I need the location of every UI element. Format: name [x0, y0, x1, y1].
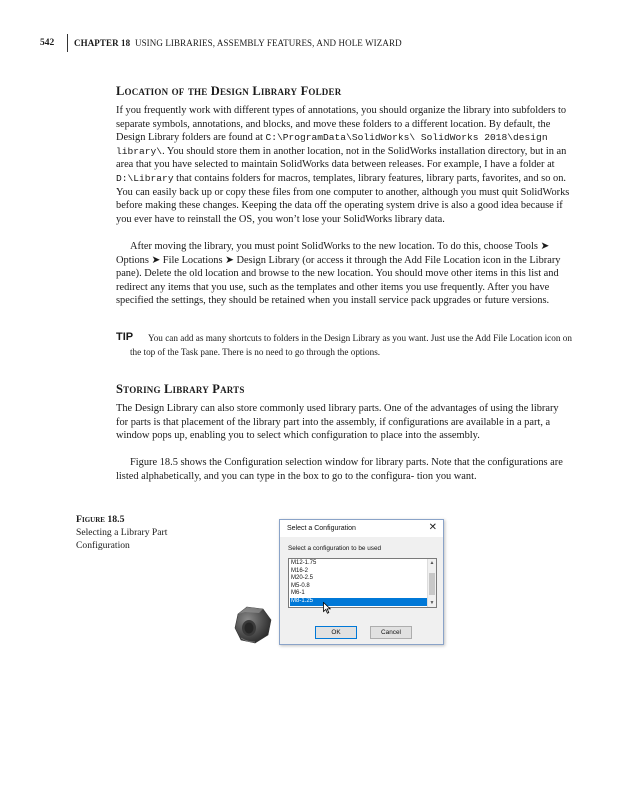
cancel-button[interactable]: Cancel [370, 626, 412, 639]
body-paragraph: Figure 18.5 shows the Configuration selection window for library parts. Note that the configurations are listed alphabetically, and you can type in the box to go to the configura- tion you want. [116, 457, 563, 482]
list-item[interactable]: M16-2 [291, 567, 309, 574]
section-heading-storing-library-parts: Storing Library Parts [116, 382, 245, 396]
close-icon[interactable]: ✕ [428, 522, 437, 533]
chapter-title: USING LIBRARIES, ASSEMBLY FEATURES, AND HOLE WIZARD [134, 38, 402, 48]
scroll-up-icon[interactable]: ▲ [429, 560, 435, 566]
custom-path-code: D:\Library [116, 172, 174, 184]
body-paragraph: The Design Library can also store commonly used library parts. One of the advantages of using the library for parts is that placement of the library part into the assembly, if configurations are available in a part, a window pops up, enabling you to select which configuration to place into the assembly. [116, 403, 559, 442]
list-item[interactable]: M20-2.5 [291, 575, 314, 582]
body-paragraph: After moving the library, you must point SolidWorks to the new location. To do this, choose Tools ➤ Options ➤ File Locations ➤ Design Library (or access it through the Add File Location icon in the Library pane). Delete the old location and browse to the new location. You should move other items in this list and redirect any items that you use, such as the templates and other items you use frequently. After you have specified the settings, they should be retained when you install service pack upgrades or future versions. [116, 241, 561, 307]
tip-text: You can add as many shortcuts to folders in the Design Library as you want. Just use the Add File Location icon on the top of the Task pane. There is no need to go through the options. [130, 333, 572, 358]
list-item[interactable]: M12-1.75 [291, 560, 317, 566]
section-heading-design-library-location: Location of the Design Library Folder [116, 84, 342, 98]
paragraph-text: that contains folders for macros, templates, library features, library parts, favorites, and so on. You can easily back up or copy these files from one computer to another, although you must quit SolidWorks before making these changes. Keeping the data off the operating system drive is also a good idea because if you ever have to reinstall the OS, you won’t lose your SolidWorks library data. [116, 172, 570, 225]
hex-nut-part-image [233, 604, 273, 646]
list-item[interactable]: M6-1 [291, 590, 305, 597]
default-path-code: C:\ProgramData\SolidWorks\ SolidWorks 2018\design library\ [116, 132, 548, 157]
dialog-prompt: Select a configuration to be used [288, 545, 382, 552]
scrollbar-thumb[interactable] [429, 573, 435, 595]
list-item[interactable]: M5-0.8 [291, 582, 310, 589]
paragraph-text: If you frequently work with different types of annotations, you should organize the library into subfolders to separate symbols, annotations, and blocks, and move these folders to a different location. By default, the Design Library folders are found at [116, 105, 567, 144]
running-header [74, 38, 402, 48]
configuration-listbox[interactable] [288, 558, 437, 608]
select-configuration-dialog [279, 519, 444, 645]
figure-caption: Selecting a Library Part Configuration [76, 527, 168, 551]
dialog-body [280, 537, 443, 644]
figure-label: Figure 18.5 [76, 514, 125, 525]
ok-button[interactable]: OK [315, 626, 357, 639]
scroll-down-icon[interactable]: ▼ [429, 600, 435, 606]
header-divider [67, 34, 68, 52]
list-item-selected[interactable]: M8-1.25 [290, 598, 427, 606]
mouse-pointer-icon [323, 602, 331, 614]
dialog-title: Select a Configuration [287, 525, 356, 532]
body-paragraph [116, 104, 572, 226]
listbox-scrollbar[interactable] [427, 559, 436, 607]
chapter-label: CHAPTER 18 [74, 38, 131, 48]
paragraph-text: . You should store them in another location, not in the SolidWorks installation directory, but in an area that you have selected to maintain SolidWorks data between releases. For example, I have a folder at [116, 145, 567, 171]
tip-label: TIP [116, 331, 134, 343]
page-number: 542 [40, 38, 55, 48]
